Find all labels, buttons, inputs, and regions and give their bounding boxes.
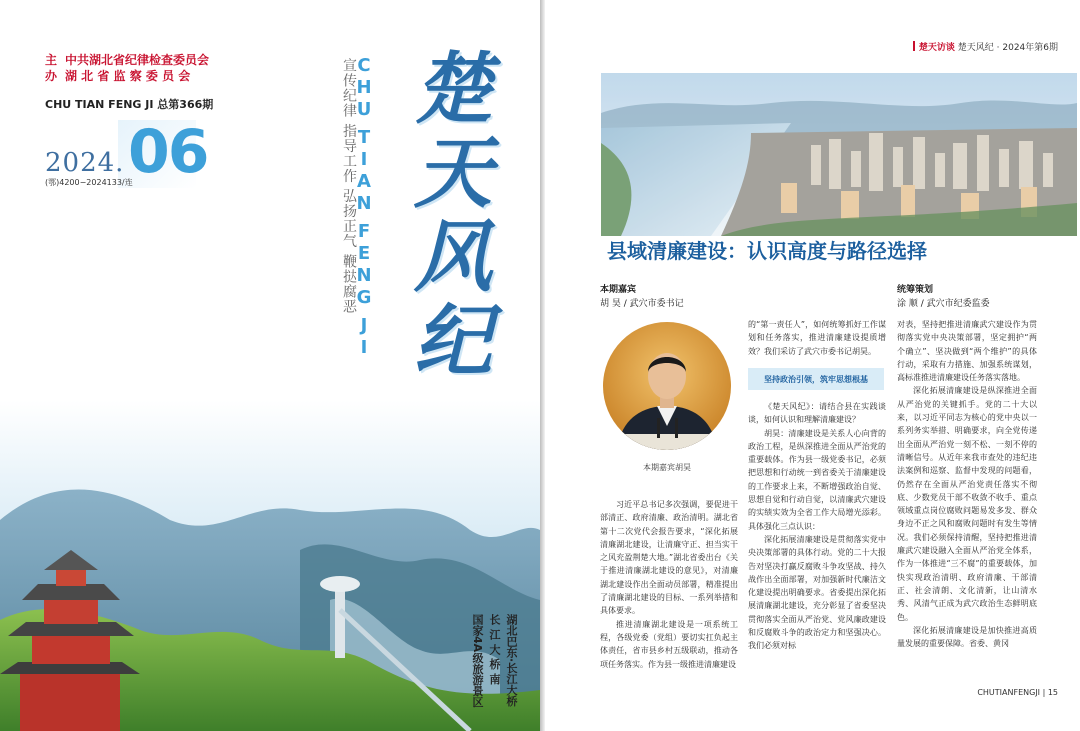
article-page [545,0,1080,731]
stacked-glyph: J [360,315,368,336]
organizer-name: 湖 北 省 监 察 委 员 会 [65,69,191,83]
stacked-glyph: A [357,171,371,192]
stacked-glyph: I [360,337,368,358]
page-footer: CHUTIANFENGJI | 15 [977,688,1058,697]
organizer-label: 办 [45,69,58,83]
cover-caption-line-1: 湖北巴东·长江大桥 [505,614,518,707]
cover-caption-line-3: 国家4A级旅游景区 [471,614,484,708]
cover-caption-line-2: 长 江 大 桥 南 [488,614,501,685]
article-title: 县域清廉建设：认识高度与路径选择 [607,239,927,263]
subheading-box: 坚持政治引领，筑牢思想根基 [748,368,884,390]
stacked-glyph: F [357,221,371,242]
column-3-paragraph: 对表，坚持把推进清廉武穴建设作为贯彻落实党中央决策部署，坚定拥护“两个确立”、坚决做到“两个维护”的具体行动，采取有力措施、加强系统谋划，高标准推进清廉建设任务落实落地。 [897,320,1037,383]
stacked-glyph: T [357,127,371,148]
planner-name: 涂 顺 / 武穴市纪委监委 [897,299,990,309]
issn-code: (鄂)4200−2024133/连 [45,178,133,187]
cover-landscape-photo [0,400,540,731]
issue-line: CHU TIAN FENG JI 总第366期 [45,98,214,111]
stacked-glyph: 风 [413,212,492,303]
article-column-2-top [748,318,886,358]
stacked-glyph: H [356,77,372,98]
column-1-paragraph: 推进清廉湖北建设是一项系统工程，各级党委（党组）要切实扛负起主体责任，省市县乡村五级联动，推动各项任务落实。作为县一级推进清廉建设 [600,619,738,669]
guest-name: 胡 昊 / 武穴市委书记 [600,299,684,309]
interview-question: 《楚天风纪》：请结合县在实践谈谈，如何认识和理解清廉建设？ [748,402,886,425]
article-column-1 [600,498,738,671]
stacked-glyph: 纪 [413,296,492,387]
column-3-paragraph: 深化拓展清廉建设是纵深推进全面从严治党的关键抓手。党的二十大以来，以习近平同志为核心的党中央以一系列务实举措、明确要求，向全党传递出全面从严治党一刻不松、一刻不停的清晰信号。从近年来我市查处的违纪违法案例和巡察、监督中发现的问题看，仍然存在全面从严治党责任落实不彻底、少数党员干部不收敛不收手、重点领域重点岗位腐败问题易发多发、群众身边不正之风和腐败问题时有发生等情况。我们必须保持清醒，坚持把推进清廉武穴建设融入全面从严治党全体系，作为一体推进“三不腐”的重要载体，加快实现政治清明、政府清廉、干部清正、社会清朗、文化清新，让山清水秀、风清气正成为武穴政治生态鲜明底色。 [897,386,1037,622]
sponsor-label: 主 [45,53,58,67]
magazine-logo [398,44,508,387]
guest-credit [600,283,684,311]
article-column-3 [897,318,1037,650]
stacked-glyph: U [356,99,372,120]
issue-year: 2024. [45,148,125,178]
header-journal-issue: 楚天风纪 · 2024年第6期 [954,43,1058,53]
article-column-2 [748,400,886,653]
guest-portrait [603,322,731,450]
stacked-glyph: E [357,243,371,264]
stacked-glyph: 楚 [413,44,492,135]
planner-credit [897,283,990,311]
city-river-photo [601,73,1077,236]
sponsor-block [45,52,209,84]
stacked-glyph: N [356,265,372,286]
column-2-lead: 的“第一责任人”，如何统筹抓好工作谋划和任务落实，推进清廉建设提质增效？我们采访了武穴市委书记胡昊。 [748,320,886,356]
portrait-caption: 本期嘉宾胡昊 [643,463,691,472]
issue-number: 06 [128,117,208,187]
running-header [913,40,1058,53]
magazine-slogan: 宣传纪律 指导工作 弘扬正气 鞭挞腐恶 [341,58,357,315]
stacked-glyph: G [356,287,372,308]
guest-heading: 本期嘉宾 [600,285,637,295]
interview-answer: 胡昊：清廉建设是关系人心向背的政治工程，是纵深推进全面从严治党的重要载体。作为县一级党委书记，必须把思想和行动统一到省委关于清廉建设的工作要求上来，不断增强政治自觉、思想自觉和行动自觉，以清廉武穴建设的实绩实效为全省工作大局增光添彩。具体强化三点认识： [748,428,886,531]
stacked-glyph: N [356,193,372,214]
column-1-paragraph: 习近平总书记多次强调，要促进干部清正、政府清廉、政治清明。湖北省第十二次党代会报告要求，“深化拓展清廉湖北建设，让清廉守正、担当实干之风充盈荆楚大地。”湖北省委出台《关于推进清廉湖北建设的意见》，对清廉湖北建设作出全面动员部署，精准提出了清廉湖北建设的目标、一系列举措和具体要求。 [600,500,738,616]
header-bar [913,41,915,51]
section-name: 楚天访谈 [918,43,955,53]
sponsor-name: 中共湖北省纪律检查委员会 [65,53,210,67]
stacked-glyph: I [360,149,368,170]
stacked-glyph: 天 [413,128,492,219]
column-2-paragraph: 深化拓展清廉建设是贯彻落实党中央决策部署的具体行动。党的二十大报告对坚决打赢反腐败斗争攻坚战、持久战作出全面部署，对加强新时代廉洁文化建设提出明确要求。省委提出深化拓展清廉湖北建设，充分彰显了省委坚决贯彻落实全面从严治党、党风廉政建设和反腐败斗争的政治定力和坚强决心。我们必须对标 [748,534,886,651]
stacked-glyph: C [357,55,371,76]
column-3-paragraph: 深化拓展清廉建设是加快推进高质量发展的重要保障。省委、黄冈 [897,625,1037,649]
planner-heading: 统筹策划 [897,285,934,295]
